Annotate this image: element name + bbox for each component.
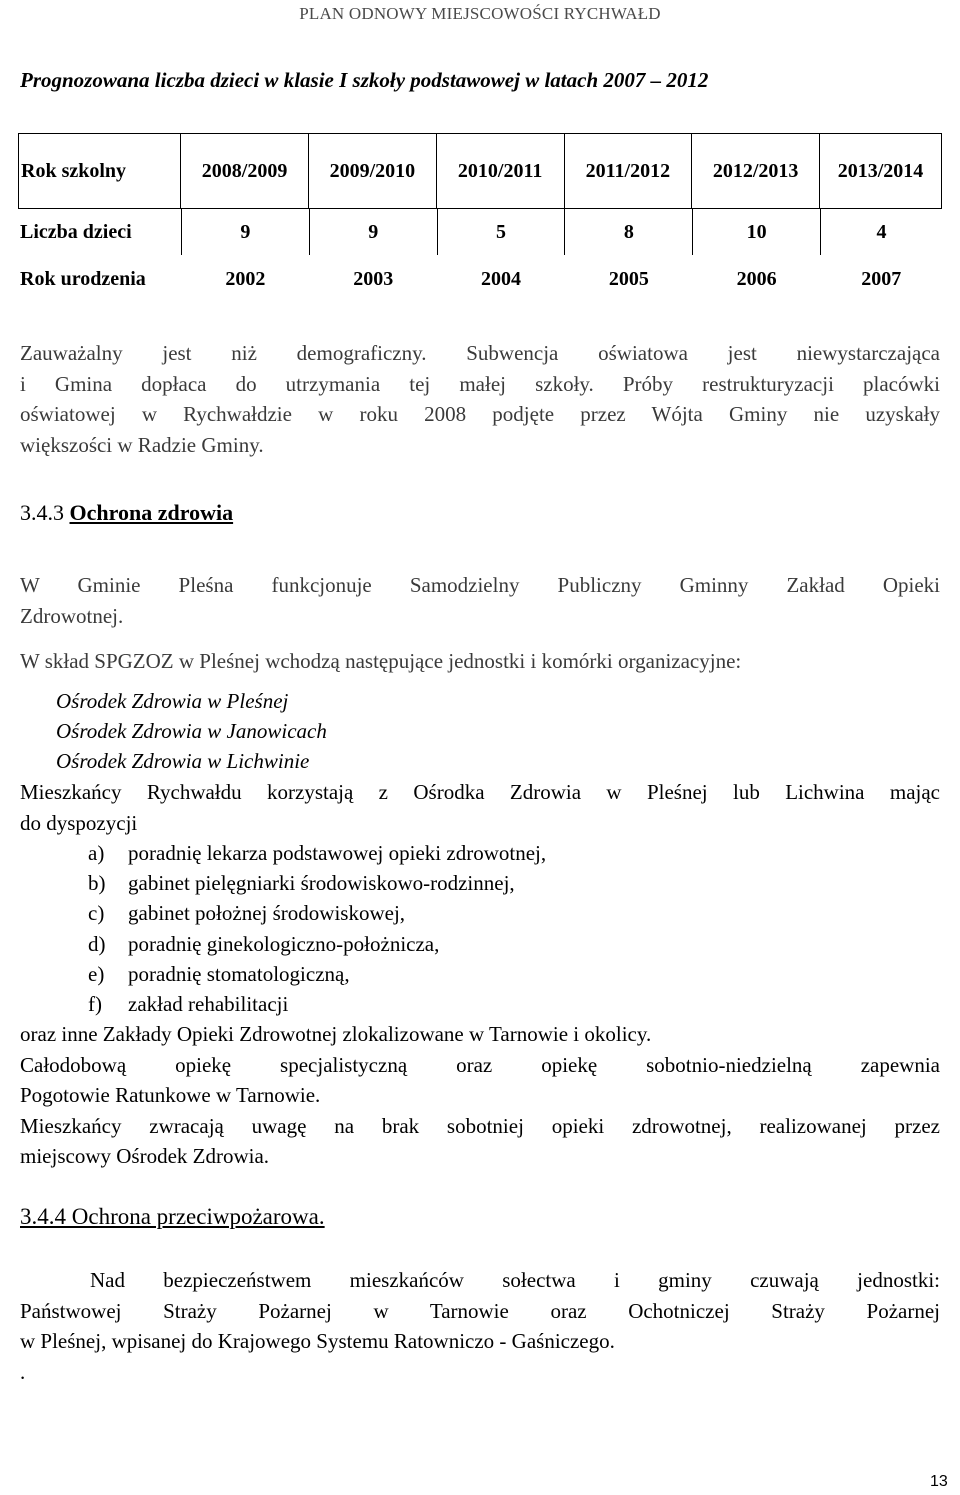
year-cell: 2009/2010	[308, 134, 436, 209]
text-line: większości w Radzie Gminy.	[20, 432, 264, 457]
text-line: Mieszkańcy Rychwałdu korzystają z Ośrodka Zdrowia w Pleśnej lub Lichwina mając	[20, 780, 940, 804]
list-text: poradnię lekarza podstawowej opieki zdrowotnej,	[128, 841, 547, 865]
list-item	[88, 959, 546, 989]
table-cell: 9	[181, 209, 309, 255]
table-cell: 2004	[481, 267, 521, 290]
health-center-item: Ośrodek Zdrowia w Lichwinie	[56, 749, 310, 773]
row-label: Rok urodzenia	[20, 267, 146, 290]
text-line: i Gmina dopłaca do utrzymania tej małej szkoły. Próby restrukturyzacji placówki	[20, 371, 940, 396]
running-header: PLAN ODNOWY MIEJSCOWOŚCI RYCHWAŁD	[299, 4, 661, 23]
forecast-table-header	[18, 133, 942, 209]
other-facilities-paragraph	[20, 1019, 940, 1172]
list-item	[88, 868, 546, 898]
list-text: poradnię stomatologiczną,	[128, 961, 350, 986]
page-number: 13	[930, 1473, 948, 1490]
section-heading-health	[20, 500, 233, 526]
table-cell: 2006	[736, 267, 777, 290]
list-item	[88, 838, 546, 868]
text-line: miejscowy Ośrodek Zdrowia.	[20, 1144, 270, 1168]
table-cell: 8	[565, 209, 693, 255]
list-marker: f)	[88, 992, 102, 1017]
text-line: .	[20, 1359, 26, 1384]
year-cell: 2012/2013	[692, 134, 820, 209]
text-line: Zauważalny jest niż demograficzny. Subwencja oświatowa jest niewystarczająca	[20, 341, 940, 365]
text-line: Mieszkańcy zwracają uwagę na brak sobotniej opieki zdrowotnej, realizowanej przez	[20, 1113, 940, 1138]
table-cell: 2007	[861, 267, 902, 290]
text-line: W Gminie Pleśna funkcjonuje Samodzielny Publiczny Gminny Zakład Opieki	[20, 573, 940, 597]
list-item	[88, 989, 546, 1019]
header-label: Rok szkolny	[19, 134, 181, 209]
health-center-item: Ośrodek Zdrowia w Pleśnej	[56, 689, 289, 713]
list-text: poradnię ginekologiczno-położnicza,	[128, 931, 440, 956]
text-line: oświatowej w Rychwałdzie w roku 2008 podjęte przez Wójta Gminy nie uzyskały	[20, 402, 940, 426]
list-marker: e)	[88, 961, 105, 986]
list-text: zakład rehabilitacji	[128, 992, 289, 1017]
list-text: gabinet położnej środowiskowej,	[128, 901, 406, 926]
table-row	[18, 209, 942, 255]
text-line: oraz inne Zakłady Opieki Zdrowotnej zlokalizowane w Tarnowie i okolicy.	[20, 1022, 652, 1046]
list-marker: d)	[88, 931, 106, 956]
text-line: Pogotowie Ratunkowe w Tarnowie.	[20, 1083, 321, 1107]
spgzoz-paragraph	[20, 570, 940, 631]
list-item	[88, 898, 546, 928]
text-line: Nad bezpieczeństwem mieszkańców sołectwa i gminy czuwają jednostki:	[90, 1268, 940, 1292]
section-number: 3.4.3	[20, 500, 64, 525]
table-cell: 4	[876, 220, 887, 243]
list-item	[88, 929, 546, 959]
table-cell: 10	[693, 209, 821, 255]
list-marker: a)	[88, 841, 105, 865]
year-cell: 2013/2014	[820, 134, 942, 209]
forecast-table-body	[18, 209, 942, 303]
services-list	[88, 838, 546, 1019]
table-cell: 2002	[225, 267, 266, 290]
list-text: gabinet pielęgniarki środowiskowo-rodzinnej,	[128, 871, 515, 896]
table-caption: Prognozowana liczba dzieci w klasie I szkoły podstawowej w latach 2007 – 2012	[20, 68, 709, 92]
text-line: Zdrowotnej.	[20, 603, 124, 628]
text-line: Całodobową opiekę specjalistyczną oraz opiekę sobotnio-niedzielną zapewnia	[20, 1052, 940, 1077]
table-cell: 2005	[608, 267, 649, 290]
health-centers-list	[56, 686, 327, 776]
demography-paragraph	[20, 338, 940, 460]
text-line: do dyspozycji	[20, 810, 138, 835]
table-cell: 5	[437, 209, 565, 255]
table-row	[18, 255, 942, 303]
text-line: Państwowej Straży Pożarnej w Tarnowie oraz Ochotniczej Straży Pożarnej	[20, 1298, 940, 1323]
year-cell: 2011/2012	[564, 134, 692, 209]
units-intro: W skład SPGZOZ w Pleśnej wchodzą następujące jednostki i komórki organizacyjne:	[20, 649, 742, 673]
year-cell: 2008/2009	[181, 134, 309, 209]
section-heading-fire: 3.4.4 Ochrona przeciwpożarowa.	[20, 1204, 325, 1229]
table-cell: 2003	[353, 267, 394, 290]
section-title: Ochrona zdrowia	[69, 500, 234, 525]
table-cell: 9	[309, 209, 437, 255]
row-label: Liczba dzieci	[18, 209, 181, 255]
list-marker: b)	[88, 871, 106, 896]
health-center-item: Ośrodek Zdrowia w Janowicach	[56, 719, 327, 743]
residents-paragraph	[20, 777, 940, 838]
text-line: w Pleśnej, wpisanej do Krajowego Systemu Ratowniczo - Gaśniczego.	[20, 1329, 615, 1353]
year-cell: 2010/2011	[436, 134, 564, 209]
fire-protection-paragraph	[20, 1265, 940, 1387]
list-marker: c)	[88, 901, 105, 926]
